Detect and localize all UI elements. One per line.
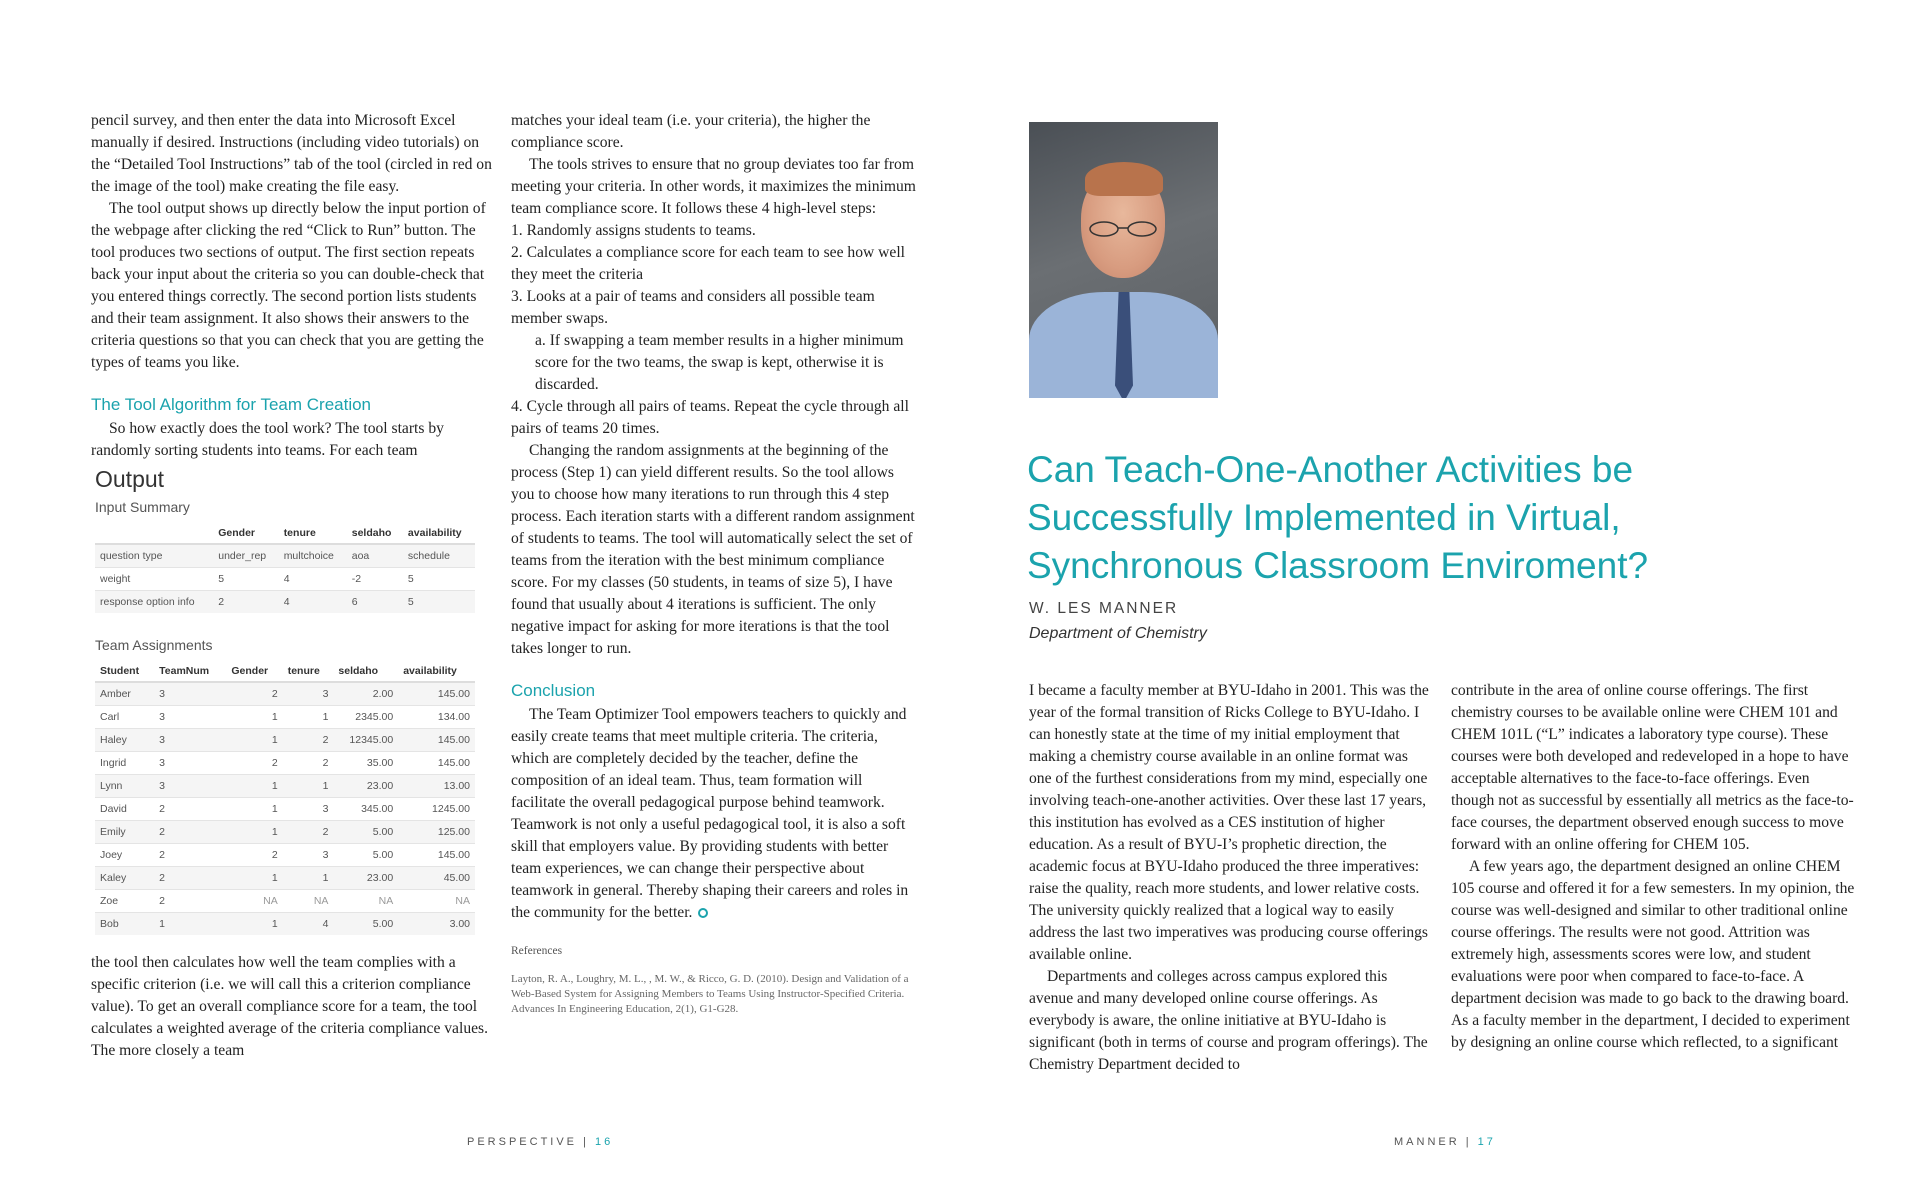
table-cell: multchoice <box>279 544 347 568</box>
table-cell: under_rep <box>213 544 278 568</box>
table-cell: Amber <box>95 682 154 706</box>
table-cell: NA <box>333 890 398 913</box>
table-cell: 345.00 <box>333 798 398 821</box>
table-cell: 5 <box>403 591 475 614</box>
table-cell: Bob <box>95 913 154 936</box>
paragraph <box>511 704 916 924</box>
table-cell: 3 <box>154 752 226 775</box>
table-cell: 1 <box>226 775 282 798</box>
table-cell: 3 <box>154 706 226 729</box>
table-cell: 145.00 <box>398 844 475 867</box>
table-cell: response option info <box>95 591 213 614</box>
table-cell: 2 <box>226 682 282 706</box>
table-row <box>95 821 475 844</box>
column-header: TeamNum <box>154 661 226 682</box>
table-cell: 145.00 <box>398 729 475 752</box>
table-cell: 1 <box>226 821 282 844</box>
input-summary-table <box>95 523 475 613</box>
paragraph: The tools strives to ensure that no group deviates too far from meeting your criteria. In other words, it maximizes the minimum team compliance score. It follows these 4 high-level steps: <box>511 156 916 217</box>
page-number: 16 <box>595 1136 614 1148</box>
table-cell: 1245.00 <box>398 798 475 821</box>
table-cell: 125.00 <box>398 821 475 844</box>
team-table-body <box>95 682 475 935</box>
table-cell: 2 <box>283 821 334 844</box>
table-cell: 2 <box>154 844 226 867</box>
table-cell: Kaley <box>95 867 154 890</box>
table-cell: 5.00 <box>333 821 398 844</box>
paragraph: matches your ideal team (i.e. your criteria), the higher the compliance score. <box>511 112 871 151</box>
table-cell: 1 <box>226 706 282 729</box>
table-row <box>95 775 475 798</box>
step-subitem: a. If swapping a team member results in a higher minimum score for the two teams, the swap is kept, otherwise it is discarded. <box>535 332 904 393</box>
table-row <box>95 568 475 591</box>
table-cell: 1 <box>283 706 334 729</box>
table-cell: Zoe <box>95 890 154 913</box>
table-cell: 2.00 <box>333 682 398 706</box>
step-item: 1. Randomly assigns students to teams. <box>511 222 756 239</box>
table-cell: 2 <box>226 844 282 867</box>
paragraph: The tool output shows up directly below the input portion of the webpage after clicking the red “Click to Run” button. The tool produces two sections of output. The first section repeats back your input about the criteria so you can double-check that you entered things correctly. The second portion lists students and their team assignment. It also shows their answers to the criteria questions so that you can check that you are getting the types of teams you like. <box>91 200 486 371</box>
output-figure <box>95 466 475 935</box>
author-photo <box>1029 122 1218 398</box>
table-row <box>95 591 475 614</box>
table-cell: 3 <box>283 844 334 867</box>
footer-label: MANNER <box>1394 1136 1460 1148</box>
table-cell: 2345.00 <box>333 706 398 729</box>
paragraph: Changing the random assignments at the beginning of the process (Step 1) can yield different results. So the tool allows you to choose how many iterations to run through this 4 step process. Each iteration starts with a different random assignment of students to teams. The tool will automatically select the set of teams from the iteration with the best minimum compliance score. For my classes (50 students, in teams of size 5), I have found that usually about 4 iterations is sufficient. The only negative impact for asking for more iterations is that the tool takes longer to run. <box>511 442 915 657</box>
table-cell: 2 <box>213 591 278 614</box>
column-header: Gender <box>226 661 282 682</box>
step-item: 2. Calculates a compliance score for each team to see how well they meet the criteria <box>511 244 906 283</box>
team-assignments-table <box>95 661 475 935</box>
table-cell: 23.00 <box>333 775 398 798</box>
table-cell: 35.00 <box>333 752 398 775</box>
table-cell: 2 <box>154 890 226 913</box>
table-cell: 5.00 <box>333 913 398 936</box>
table-cell: 5 <box>403 568 475 591</box>
table-cell: Lynn <box>95 775 154 798</box>
author-department: Department of Chemistry <box>1029 625 1207 642</box>
table-cell: 5 <box>213 568 278 591</box>
table-cell: -2 <box>347 568 403 591</box>
column-header: availability <box>398 661 475 682</box>
column-header: Gender <box>213 523 278 544</box>
table-row <box>95 890 475 913</box>
left-column-1 <box>91 110 496 462</box>
input-summary-label: Input Summary <box>95 499 190 515</box>
table-row <box>95 544 475 568</box>
table-cell: Joey <box>95 844 154 867</box>
step-item: 3. Looks at a pair of teams and considers all possible team member swaps. <box>511 288 875 327</box>
table-row <box>95 706 475 729</box>
table-cell: 1 <box>226 798 282 821</box>
table-cell: 4 <box>283 913 334 936</box>
column-header: tenure <box>283 661 334 682</box>
table-cell: 1 <box>283 867 334 890</box>
paragraph: contribute in the area of online course offerings. The first chemistry courses to be available online were CHEM 101 and CHEM 101L (“L” indicates a laboratory type course). These courses were both developed and redeveloped in a hope to have acceptable alternatives to the face-to-face offerings. Even though not as successful by essentially all metrics as the face-to-face courses, the department observed enough success to move forward with an online offering for CHEM 105. <box>1451 682 1854 853</box>
table-cell: Ingrid <box>95 752 154 775</box>
paragraph: A few years ago, the department designed an online CHEM 105 course and offered it for a few semesters. In my opinion, the course was well-designed and similar to other traditional online course offerings. The results were not good. Attrition was extremely high, assessments scores were low, and student evaluations were poor when compared to face-to-face. A department decision was made to go back to the drawing board. As a faculty member in the department, I decided to experiment by designing an online course which reflected, to a significant <box>1451 858 1855 1051</box>
step-item: 4. Cycle through all pairs of teams. Repeat the cycle through all pairs of teams 20 times. <box>511 398 909 437</box>
column-header: seldaho <box>333 661 398 682</box>
table-cell: 4 <box>279 591 347 614</box>
left-column-2 <box>511 110 916 1017</box>
table-cell: 2 <box>226 752 282 775</box>
table-cell: 2 <box>283 752 334 775</box>
table-cell: question type <box>95 544 213 568</box>
footer-separator: | <box>1465 1136 1472 1148</box>
table-cell: 6 <box>347 591 403 614</box>
table-cell: 3 <box>154 682 226 706</box>
team-assignments-label: Team Assignments <box>95 637 213 653</box>
column-header: availability <box>403 523 475 544</box>
footer-label: PERSPECTIVE <box>467 1136 578 1148</box>
table-cell: NA <box>398 890 475 913</box>
table-cell: 3 <box>283 798 334 821</box>
column-header <box>95 523 213 544</box>
table-row <box>95 752 475 775</box>
table-cell: 3 <box>154 729 226 752</box>
table-cell: 4 <box>279 568 347 591</box>
table-cell: 134.00 <box>398 706 475 729</box>
table-cell: 1 <box>226 913 282 936</box>
table-cell: 45.00 <box>398 867 475 890</box>
table-cell: 23.00 <box>333 867 398 890</box>
footer-separator: | <box>583 1136 589 1148</box>
paragraph: I became a faculty member at BYU-Idaho in 2001. This was the year of the formal transition of Ricks College to BYU-Idaho. I can honestly state at the time of my initial employment that making a chemistry course available in an online format was one of the furthest considerations from my mind, especially one involving teach-one-another activities. Over these last 17 years, this institution has evolved as a CES institution of higher education. As a result of BYU-I’s prophetic direction, the academic focus at BYU-Idaho produced the three imperatives: raise the quality, reach more students, and lower relative costs. The university quickly realized that a logical way to easily address the last two imperatives was producing course offerings available online. <box>1029 682 1429 963</box>
table-cell: 1 <box>226 867 282 890</box>
figure-title: Output <box>95 466 165 492</box>
article-title: Can Teach-One-Another Activities be Successfully Implemented in Virtual, Synchronous Classroom Enviroment? <box>1027 449 1649 586</box>
table-cell: Haley <box>95 729 154 752</box>
left-footer <box>467 1136 613 1148</box>
table-cell: 1 <box>283 775 334 798</box>
paragraph: pencil survey, and then enter the data into Microsoft Excel manually if desired. Instructions (including video tutorials) on the “Detailed Tool Instructions” tab of the tool (circled in red on the image of the tool) make creating the file easy. <box>91 112 492 195</box>
table-cell: 5.00 <box>333 844 398 867</box>
table-row <box>95 913 475 936</box>
table-row <box>95 798 475 821</box>
table-cell: 1 <box>226 729 282 752</box>
references-heading: References <box>511 945 563 957</box>
table-cell: 2 <box>154 821 226 844</box>
column-header: seldaho <box>347 523 403 544</box>
table-cell: weight <box>95 568 213 591</box>
right-footer <box>1394 1136 1496 1148</box>
table-cell: 145.00 <box>398 752 475 775</box>
right-column-1 <box>1029 680 1434 1076</box>
table-row <box>95 867 475 890</box>
table-cell: 3 <box>283 682 334 706</box>
author-name: W. LES MANNER <box>1029 600 1179 617</box>
table-cell: NA <box>226 890 282 913</box>
left-column-1-bottom <box>91 952 496 1062</box>
section-heading-conclusion: Conclusion <box>511 681 596 700</box>
table-cell: David <box>95 798 154 821</box>
table-cell: NA <box>283 890 334 913</box>
paragraph: So how exactly does the tool work? The tool starts by randomly sorting students into teams. For each team <box>91 420 444 459</box>
table-cell: 12345.00 <box>333 729 398 752</box>
end-mark-icon <box>698 908 708 918</box>
section-heading-algorithm: The Tool Algorithm for Team Creation <box>91 395 372 414</box>
paragraph: the tool then calculates how well the team complies with a specific criterion (i.e. we will call this a criterion compliance value). To get an overall compliance score for a team, the tool calculates a weighted average of the criteria compliance values. The more closely a team <box>91 954 489 1059</box>
right-column-2 <box>1451 680 1856 1054</box>
table-cell: aoa <box>347 544 403 568</box>
table-row <box>95 729 475 752</box>
conclusion-text: The Team Optimizer Tool empowers teachers to quickly and easily create teams that meet multiple criteria. The criteria, which are completely decided by the teacher, define the composition of an ideal team. Thus, team formation will facilitate the overall pedagogical purpose behind teamwork. Teamwork is not only a useful pedagogical tool, it is also a soft skill that employers value. By providing students with better team experiences, we can change their perspective about teamwork in general. Thereby shaping their careers and roles in the community for the better. <box>511 706 909 921</box>
table-cell: 2 <box>154 798 226 821</box>
table-cell: 145.00 <box>398 682 475 706</box>
reference-entry: Layton, R. A., Loughry, M. L., , M. W., & Ricco, G. D. (2010). Design and Validation of a Web-Based System for Assigning Members to Teams Using Instructor-Specified Criteria. Advances In Engineering Education, 2(1), G1-G28. <box>511 973 909 1015</box>
table-cell: Emily <box>95 821 154 844</box>
table-cell: schedule <box>403 544 475 568</box>
table-cell: 1 <box>154 913 226 936</box>
table-cell: 3.00 <box>398 913 475 936</box>
table-cell: 2 <box>154 867 226 890</box>
table-row <box>95 844 475 867</box>
table-cell: 13.00 <box>398 775 475 798</box>
column-header: tenure <box>279 523 347 544</box>
table-cell: 2 <box>283 729 334 752</box>
table-cell: 3 <box>154 775 226 798</box>
table-cell: Carl <box>95 706 154 729</box>
table-row <box>95 682 475 706</box>
page-number: 17 <box>1477 1136 1496 1148</box>
paragraph: Departments and colleges across campus explored this avenue and many developed online course offerings. As everybody is aware, the online initiative at BYU-Idaho is significant (both in terms of course and program offerings). The Chemistry Department decided to <box>1029 968 1428 1073</box>
glasses-icon <box>1087 220 1159 238</box>
column-header: Student <box>95 661 154 682</box>
